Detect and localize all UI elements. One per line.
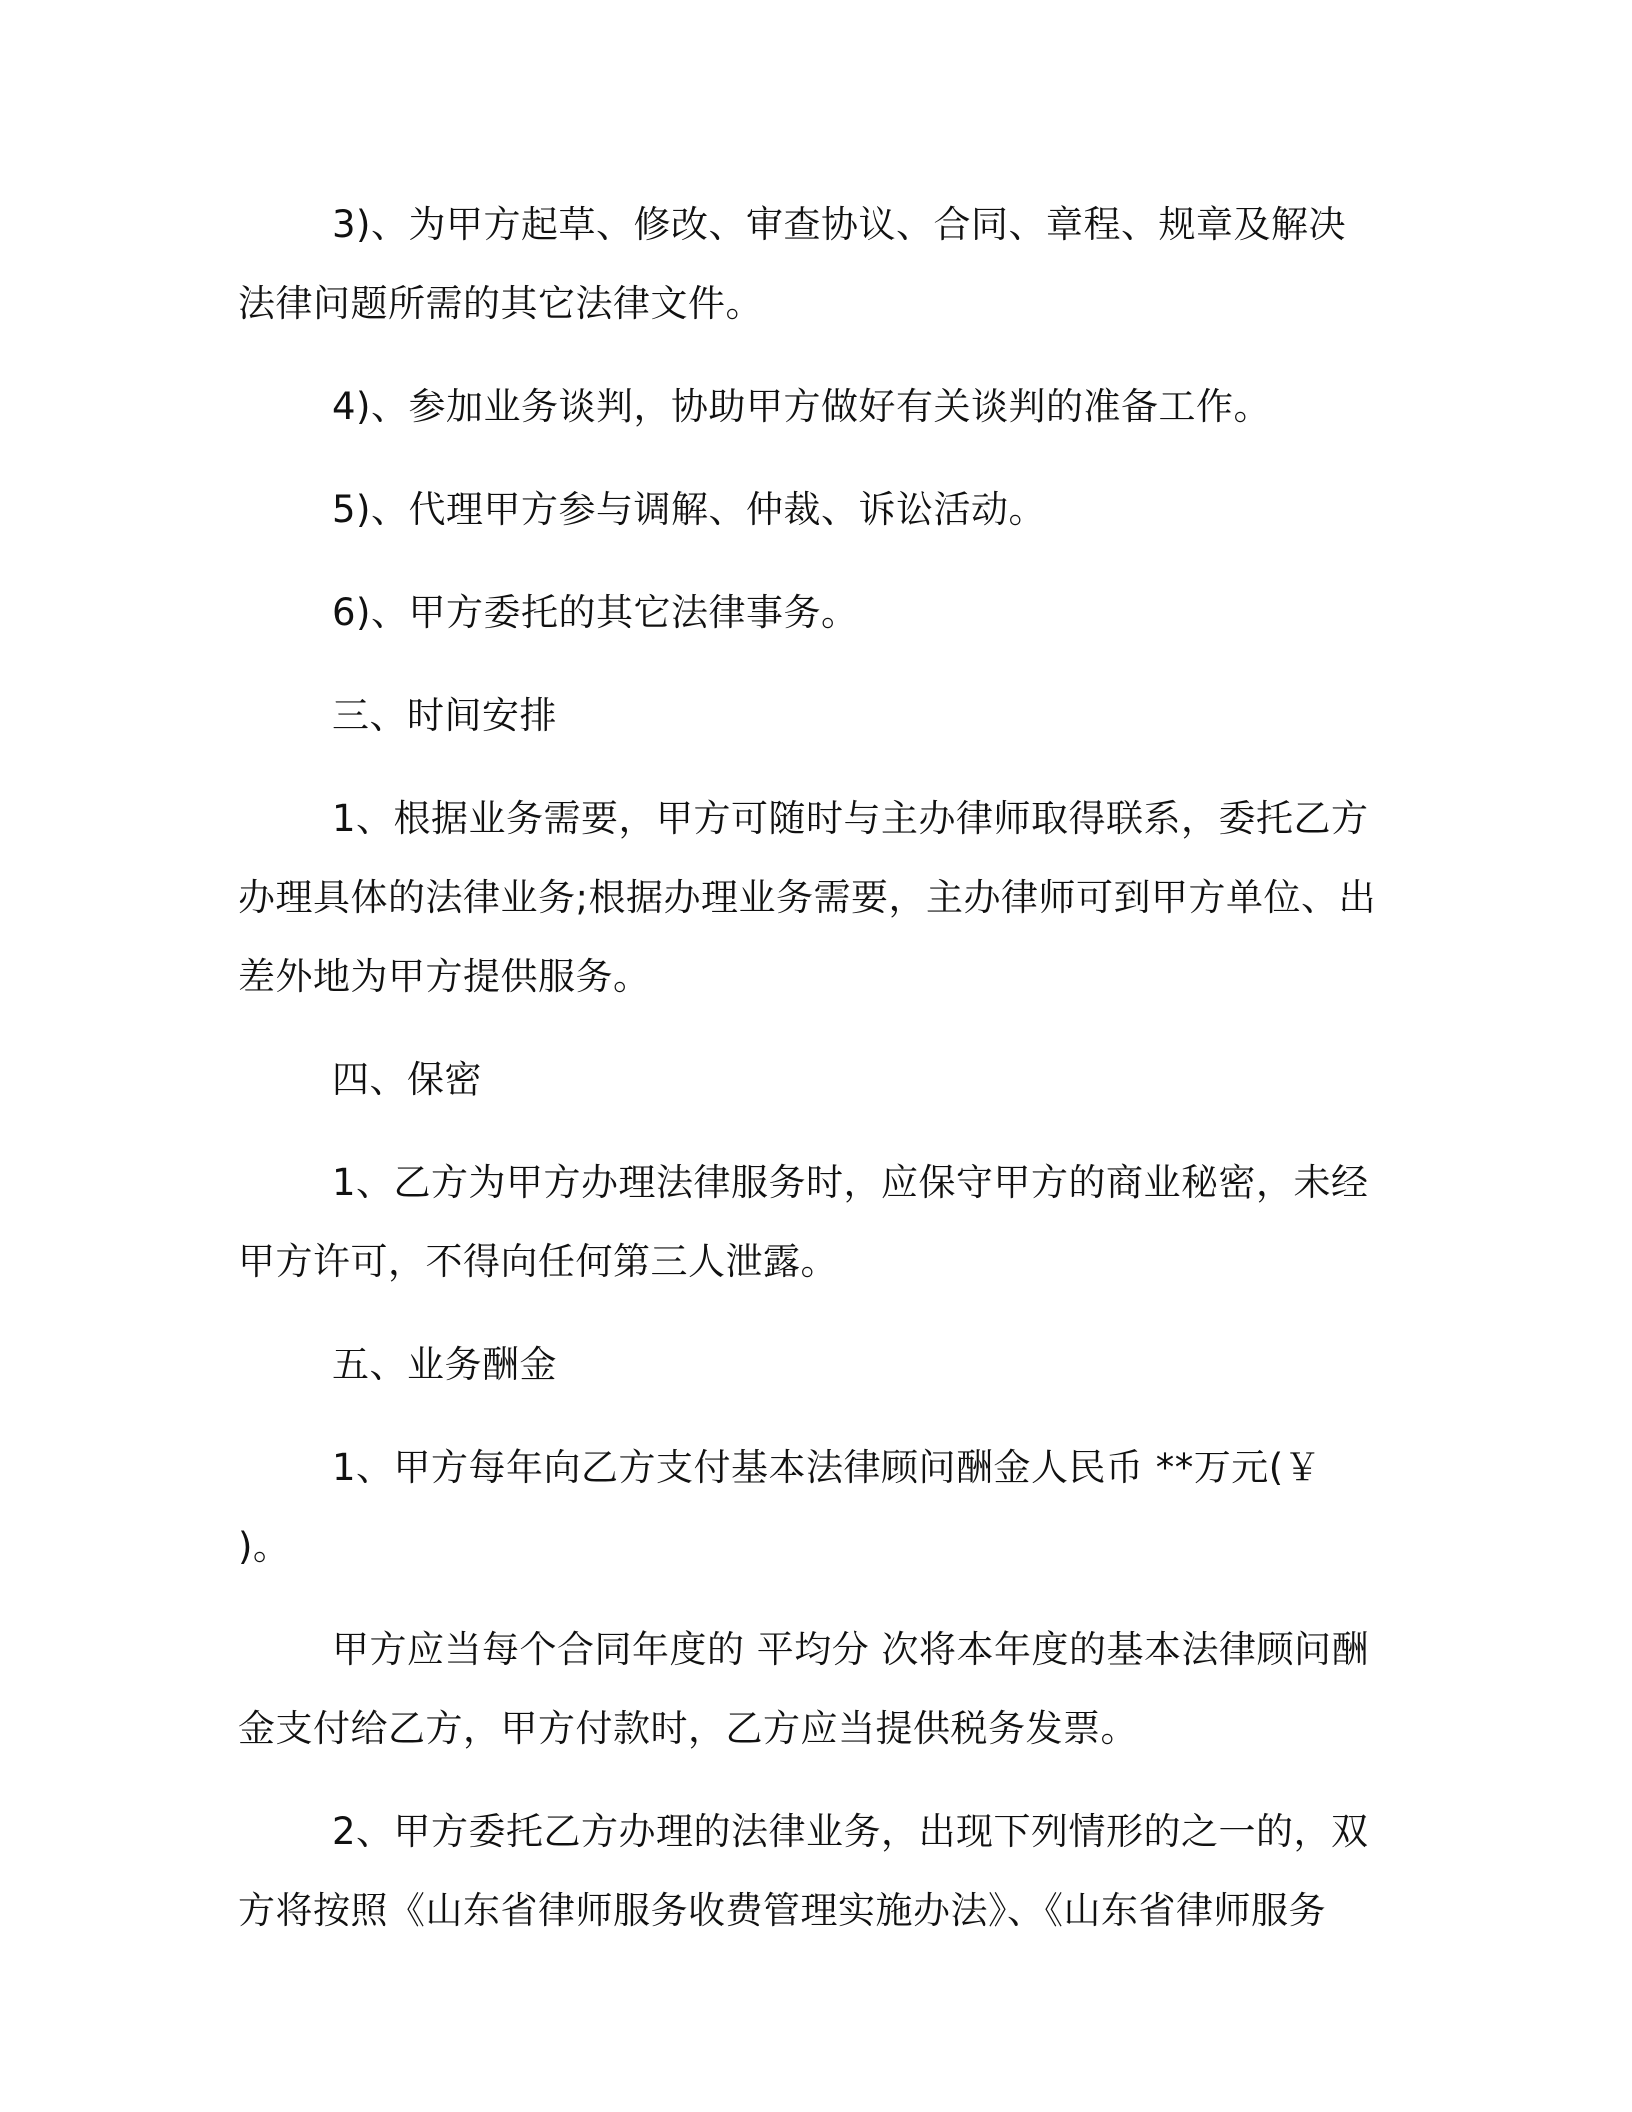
document-body <box>238 185 1378 1974</box>
paragraph-service-6: 6)、甲方委托的其它法律事务。 <box>332 591 859 634</box>
paragraph-service-3: 3)、为甲方起草、修改、审查协议、合同、章程、规章及解决法律问题所需的其它法律文件。 <box>238 203 1346 325</box>
section-heading-confidentiality: 四、保密 <box>332 1058 482 1101</box>
paragraph-schedule-1: 1、根据业务需要，甲方可随时与主办律师取得联系，委托乙方办理具体的法律业务;根据办理业务需要，主办律师可到甲方单位、出差外地为甲方提供服务。 <box>238 797 1376 998</box>
paragraph-fees-2: 2、甲方委托乙方办理的法律业务，出现下列情形的之一的，双方将按照《山东省律师服务收费管理实施办法》、《山东省律师服务 <box>238 1810 1369 1932</box>
paragraph-service-5: 5)、代理甲方参与调解、仲裁、诉讼活动。 <box>332 488 1046 531</box>
paragraph-confidentiality-1: 1、乙方为甲方办理法律服务时，应保守甲方的商业秘密，未经甲方许可，不得向任何第三人泄露。 <box>238 1161 1369 1283</box>
section-heading-fees: 五、业务酬金 <box>332 1343 557 1386</box>
paragraph-fees-1: 1、甲方每年向乙方支付基本法律顾问酬金人民币 **万元(￥ )。 <box>238 1446 1322 1568</box>
paragraph-service-4: 4)、参加业务谈判，协助甲方做好有关谈判的准备工作。 <box>332 385 1271 428</box>
section-heading-schedule: 三、时间安排 <box>332 694 557 737</box>
paragraph-fees-payment: 甲方应当每个合同年度的 平均分 次将本年度的基本法律顾问酬金支付给乙方，甲方付款时，乙方应当提供税务发票。 <box>238 1628 1370 1750</box>
